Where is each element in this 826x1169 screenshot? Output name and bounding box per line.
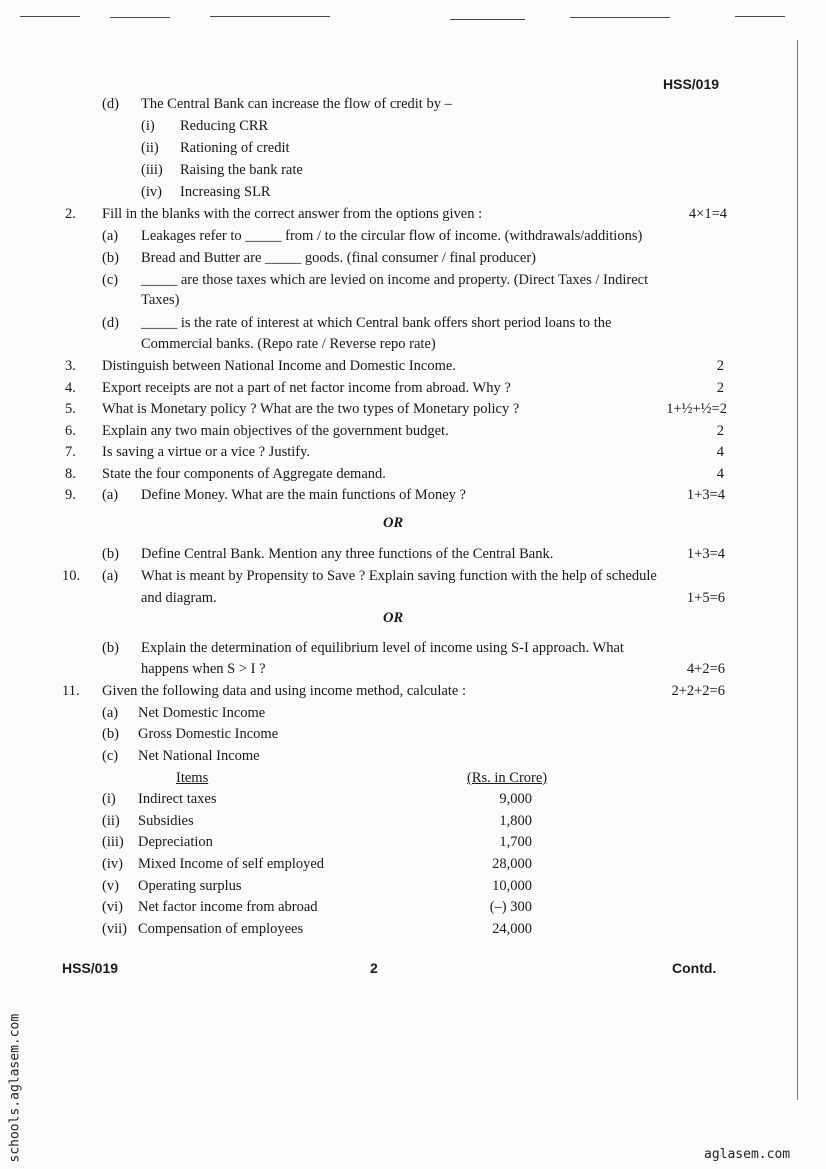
marks: 4 (716, 444, 724, 460)
question-text: Explain any two main objectives of the government budget. (102, 423, 449, 439)
question-number: 4. (65, 380, 76, 396)
q1d-label: (d) (102, 96, 119, 112)
scan-mark (735, 16, 785, 17)
paper-code: HSS/019 (663, 76, 720, 92)
part-text: Define Central Bank. Mention any three functions of the Central Bank. (141, 546, 554, 562)
scan-mark (110, 17, 170, 18)
table-header-value: (Rs. in Crore) (467, 770, 548, 786)
marks: 1+3=4 (686, 546, 725, 562)
option-label: (ii) (141, 140, 159, 156)
marks: 1+½+½=2 (666, 401, 727, 417)
part-text: Net Domestic Income (138, 705, 266, 721)
question-number: 8. (65, 466, 76, 482)
question-number: 2. (65, 206, 76, 222)
part-text: _____ is the rate of interest at which Central bank offers short period loans to the (141, 315, 612, 331)
scan-mark (570, 17, 670, 18)
question-number: 10. (62, 568, 81, 584)
part-label: (b) (102, 726, 119, 742)
question-text: Fill in the blanks with the correct answer from the options given : (102, 206, 483, 222)
table-row-item: Subsidies (138, 813, 194, 829)
table-row-num: (vii) (102, 921, 127, 937)
part-text: Define Money. What are the main functions of Money ? (141, 487, 466, 503)
scan-edge (797, 40, 798, 1100)
marks: 4×1=4 (688, 206, 727, 222)
marks: 1+5=6 (686, 590, 725, 606)
marks: 2 (716, 358, 724, 374)
or-divider: OR (383, 515, 404, 531)
part-label: (a) (102, 705, 119, 721)
part-label: (a) (102, 568, 119, 584)
part-text-cont: Taxes) (141, 292, 180, 308)
table-row-num: (v) (102, 878, 119, 894)
question-text: Export receipts are not a part of net factor income from abroad. Why ? (102, 380, 511, 396)
q1d-text: The Central Bank can increase the flow of credit by – (141, 96, 452, 112)
part-text: Bread and Butter are _____ goods. (final consumer / final producer) (141, 250, 536, 266)
table-row-item: Indirect taxes (138, 791, 217, 807)
bottom-watermark: aglasem.com (704, 1147, 791, 1162)
part-text: Gross Domestic Income (138, 726, 279, 742)
or-divider: OR (383, 610, 404, 626)
question-text: Distinguish between National Income and Domestic Income. (102, 358, 456, 374)
part-text: _____ are those taxes which are levied on income and property. (Direct Taxes / Indirect (141, 272, 649, 288)
part-label: (b) (102, 640, 119, 656)
part-text: What is meant by Propensity to Save ? Explain saving function with the help of schedule (141, 568, 657, 584)
question-number: 3. (65, 358, 76, 374)
table-row-num: (iii) (102, 834, 124, 850)
question-text: State the four components of Aggregate demand. (102, 466, 386, 482)
marks: 1+3=4 (686, 487, 725, 503)
option-label: (iv) (141, 184, 162, 200)
question-text: Given the following data and using income method, calculate : (102, 683, 467, 699)
table-row-item: Compensation of employees (138, 921, 304, 937)
question-number: 9. (65, 487, 76, 503)
side-watermark: schools.aglasem.com (7, 1013, 23, 1163)
option-text: Reducing CRR (180, 118, 269, 134)
part-label: (b) (102, 250, 119, 266)
part-label: (c) (102, 272, 119, 288)
part-text: Explain the determination of equilibrium level of income using S-I approach. What (141, 640, 624, 656)
part-label: (d) (102, 315, 119, 331)
table-row-value: 9,000 (499, 791, 532, 807)
marks: 2+2+2=6 (671, 683, 725, 699)
question-number: 6. (65, 423, 76, 439)
table-row-item: Mixed Income of self employed (138, 856, 325, 872)
part-label: (a) (102, 228, 119, 244)
option-text: Rationing of credit (180, 140, 290, 156)
table-row-item: Net factor income from abroad (138, 899, 318, 915)
table-row-num: (vi) (102, 899, 123, 915)
part-text: Net National Income (138, 748, 260, 764)
part-text-cont: Commercial banks. (Repo rate / Reverse repo rate) (141, 336, 436, 352)
table-row-num: (iv) (102, 856, 123, 872)
table-header-items: Items (176, 770, 209, 786)
part-label: (c) (102, 748, 119, 764)
table-row-value: 10,000 (492, 878, 532, 894)
part-text-cont: happens when S > I ? (141, 661, 266, 677)
marks: 2 (716, 380, 724, 396)
table-row-value: 28,000 (492, 856, 532, 872)
part-label: (a) (102, 487, 119, 503)
question-number: 5. (65, 401, 76, 417)
question-text: Is saving a virtue or a vice ? Justify. (102, 444, 311, 460)
continued-label: Contd. (672, 960, 717, 976)
table-row-value: 24,000 (492, 921, 532, 937)
table-row-item: Depreciation (138, 834, 213, 850)
question-text: What is Monetary policy ? What are the two types of Monetary policy ? (102, 401, 520, 417)
option-label: (iii) (141, 162, 163, 178)
table-row-value: (–) 300 (489, 899, 532, 915)
option-text: Raising the bank rate (180, 162, 303, 178)
part-text: Leakages refer to _____ from / to the circular flow of income. (withdrawals/additions) (141, 228, 643, 244)
option-label: (i) (141, 118, 155, 134)
page-number: 2 (370, 960, 378, 976)
footer-paper-code: HSS/019 (62, 960, 119, 976)
marks: 4+2=6 (686, 661, 725, 677)
question-number: 11. (62, 683, 80, 699)
table-row-value: 1,700 (499, 834, 532, 850)
scan-mark (450, 19, 525, 20)
table-row-item: Operating surplus (138, 878, 242, 894)
scan-mark (210, 16, 330, 17)
scan-mark (20, 16, 80, 17)
table-row-num: (ii) (102, 813, 120, 829)
marks: 2 (716, 423, 724, 439)
part-label: (b) (102, 546, 119, 562)
option-text: Increasing SLR (180, 184, 271, 200)
part-text-cont: and diagram. (141, 590, 217, 606)
question-number: 7. (65, 444, 76, 460)
table-row-num: (i) (102, 791, 116, 807)
table-row-value: 1,800 (499, 813, 532, 829)
marks: 4 (716, 466, 724, 482)
